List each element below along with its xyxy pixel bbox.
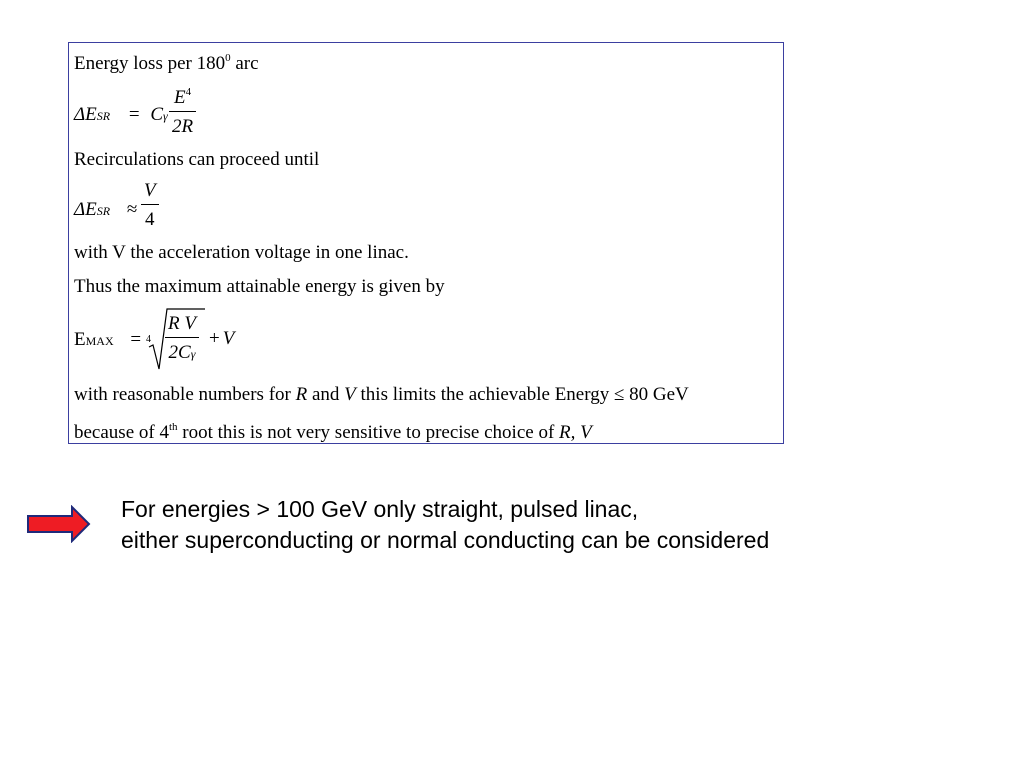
energy-loss-heading: Energy loss per $180^0$ arc [74, 52, 259, 74]
eq-energy-loss-fraction: $E^4$ 2R [169, 87, 196, 136]
reasonable-numbers-text: with reasonable numbers for R and V this limits the achievable Energy ≤ 80 GeV [74, 384, 689, 405]
max-energy-text: Thus the maximum attainable energy is given by [74, 276, 445, 297]
eq-recirc-lhs: ΔESR ≈ [74, 199, 138, 220]
eq-energy-loss-lhs: ΔESR = Cγ [74, 104, 168, 125]
conclusion-line-1: For energies > 100 GeV only straight, pulsed linac, [121, 496, 639, 522]
voltage-text: with V the acceleration voltage in one linac. [74, 242, 409, 263]
recirculation-text: Recirculations can proceed until [74, 149, 320, 170]
root-index: 4 [146, 334, 151, 345]
right-arrow-icon [26, 505, 92, 543]
conclusion-line-2: either superconducting or normal conducting can be considered [121, 527, 770, 553]
eq-recirc-fraction: V 4 [141, 181, 159, 229]
eq-emax-plus-v: + V [209, 328, 235, 349]
eq-emax-lhs: EMAX = [74, 329, 142, 350]
fourth-root-text: because of 4th root this is not very sensitive to precise choice of R, V [74, 421, 592, 443]
eq-emax-fraction: R V 2Cγ [165, 314, 199, 362]
formula-box [68, 42, 784, 444]
